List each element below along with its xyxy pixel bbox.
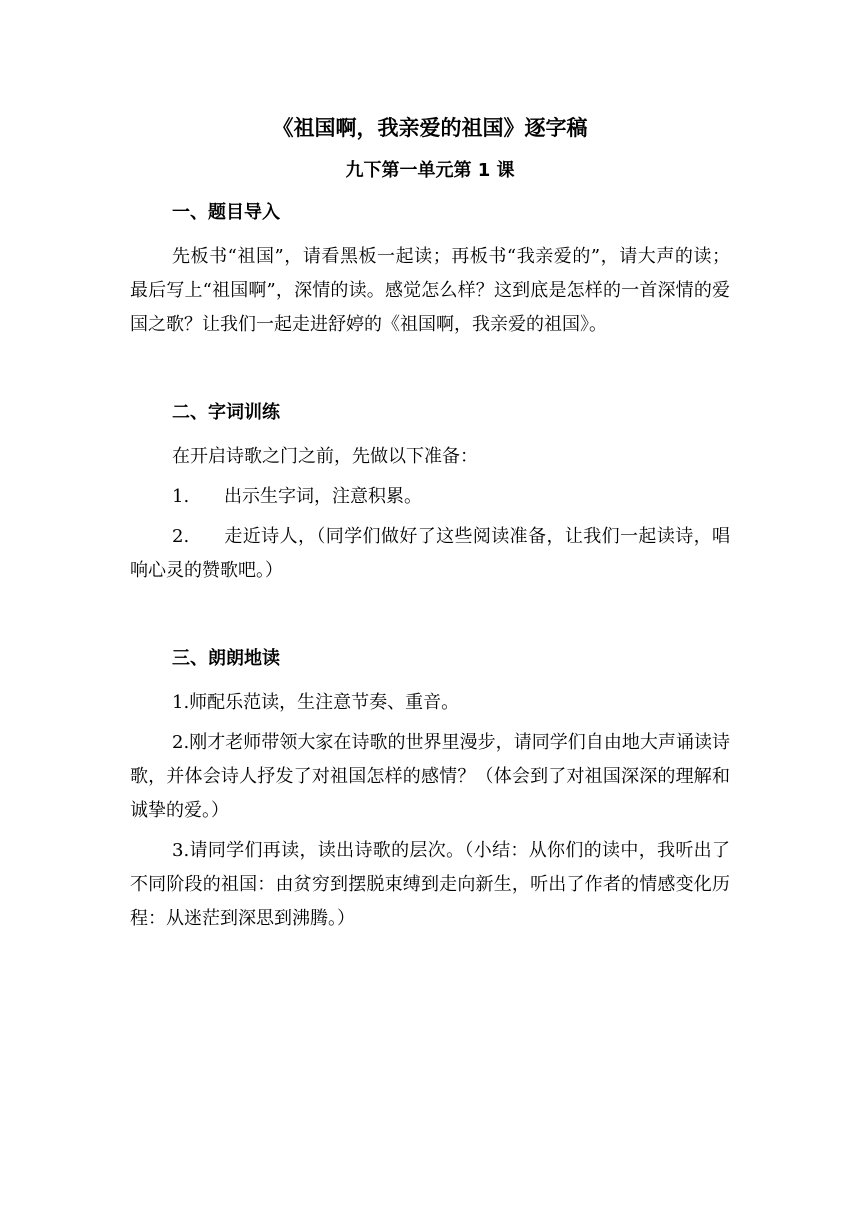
- document-subtitle: 九下第一单元第 1 课: [345, 160, 515, 181]
- list-item-text: 走近诗人，（同学们做好了这些阅读准备，让我们一起读诗，唱响心灵的赞歌吧。）: [130, 526, 730, 581]
- list-item-text: 出示生字词，注意积累。: [224, 486, 422, 507]
- paragraph: 在开启诗歌之门之前，先做以下准备：: [172, 446, 478, 467]
- paragraph: 1.师配乐范读，生注意节奏、重音。: [172, 692, 460, 713]
- paragraph: 3.请同学们再读，读出诗歌的层次。（小结：从你们的读中，我听出了不同阶段的祖国：由贫穷到摆脱束缚到走向新生，听出了作者的情感变化历程：从迷茫到深思到沸腾。）: [130, 840, 730, 929]
- paragraph: 先板书“祖国”，请看黑板一起读；再板书“我亲爱的”，请大声的读；最后写上“祖国啊”，深情的读。感觉怎么样？这到底是怎样的一首深情的爱国之歌？让我们一起走进舒婷的《祖国啊，我亲爱的祖国》。: [130, 246, 730, 335]
- list-item-number: 2.: [172, 526, 190, 547]
- list-item-number: 1.: [172, 486, 190, 507]
- paragraph: 2.刚才老师带领大家在诗歌的世界里漫步，请同学们自由地大声诵读诗歌，并体会诗人抒发了对祖国怎样的感情？（体会到了对祖国深深的理解和诚挚的爱。）: [130, 732, 730, 821]
- section-heading-vocabulary: 二、字词训练: [172, 402, 280, 423]
- section-heading-intro: 一、题目导入: [172, 202, 280, 223]
- blank-line: [130, 588, 730, 632]
- list-item: [130, 520, 730, 588]
- section-heading-reading: 三、朗朗地读: [172, 648, 280, 669]
- document-title: 《祖国啊，我亲爱的祖国》逐字稿: [272, 116, 588, 140]
- list-item: [130, 480, 730, 514]
- blank-line: [130, 342, 730, 386]
